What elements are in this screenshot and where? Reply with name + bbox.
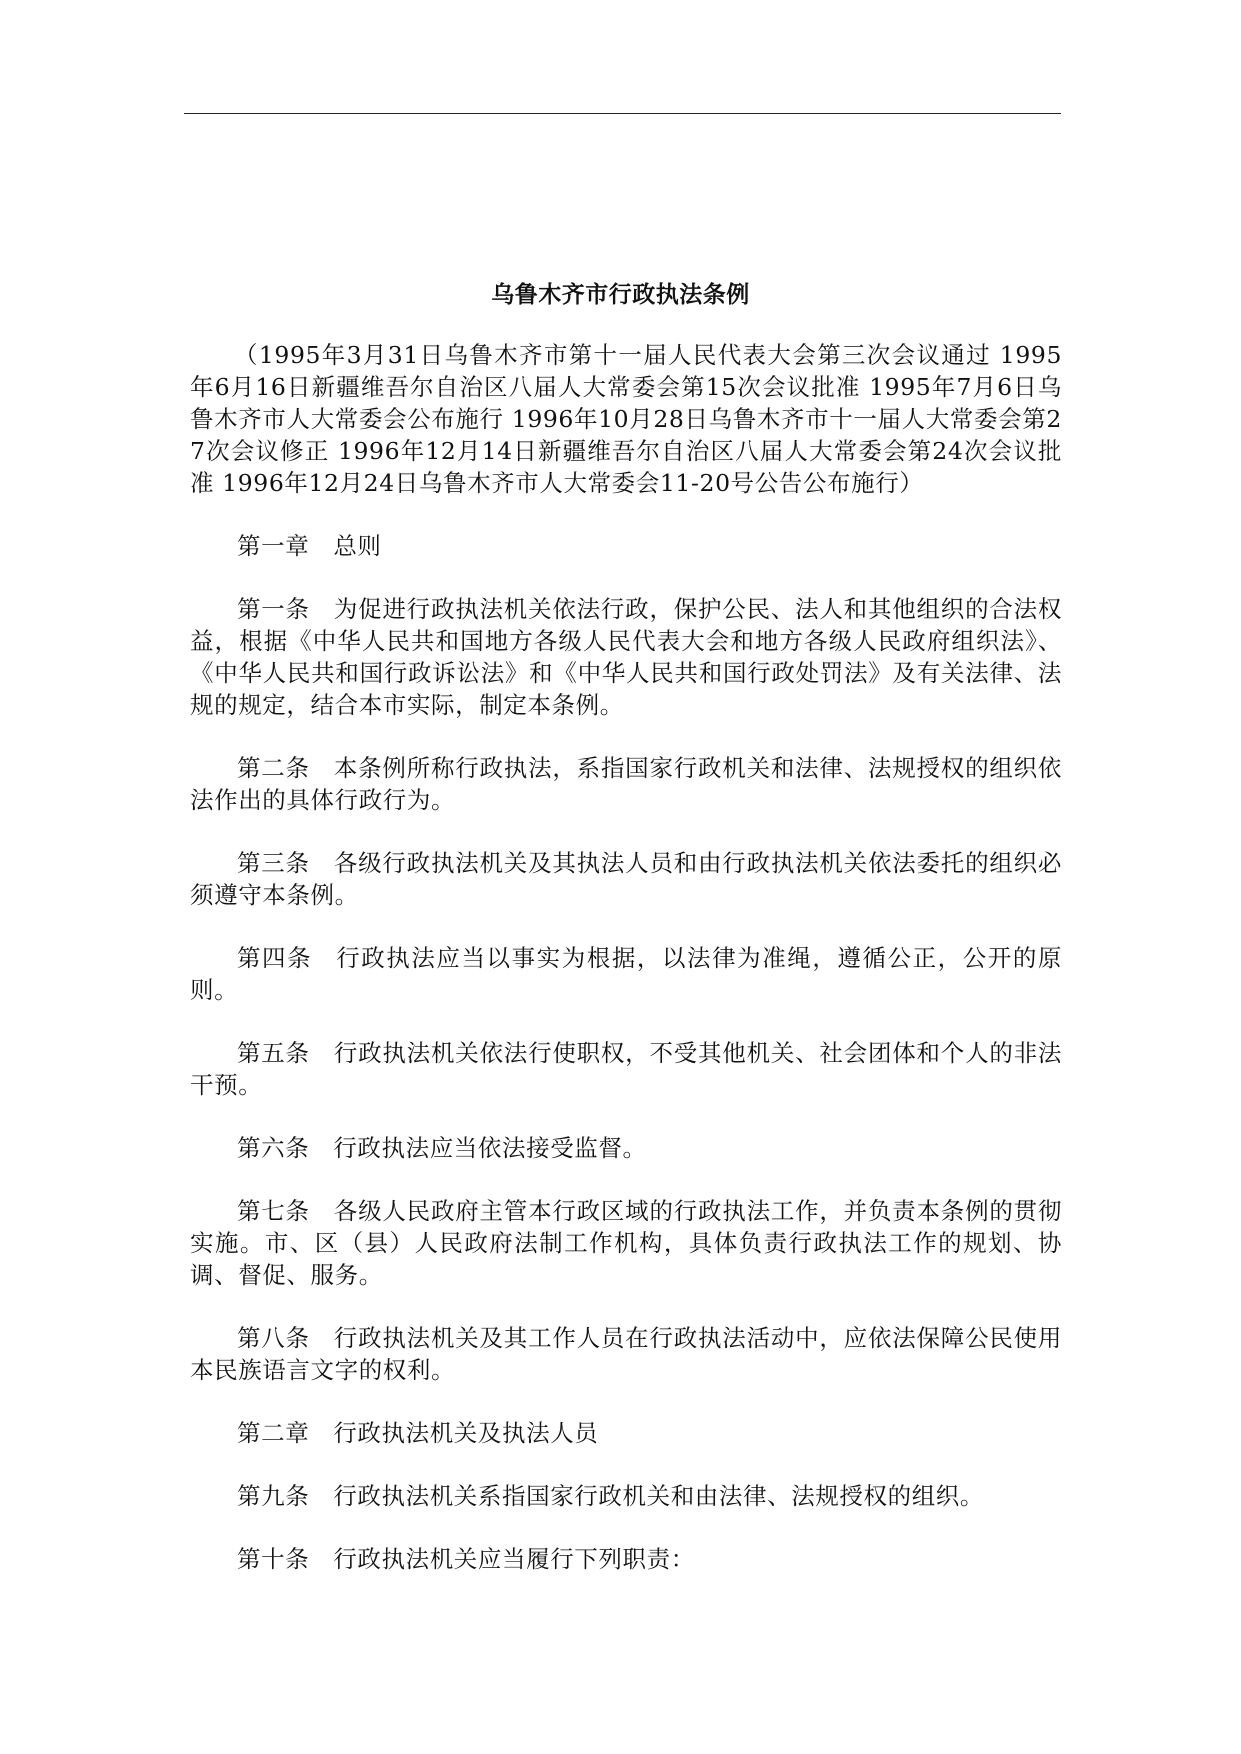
article-text: 本条例所称行政执法，系指国家行政机关和法律、法规授权的组织依法作出的具体行政行为。 (190, 754, 1062, 814)
chapter-2-heading (190, 1417, 1062, 1449)
article-number: 第六条 (237, 1134, 310, 1162)
article-1 (190, 593, 1062, 721)
article-number: 第三条 (237, 849, 310, 877)
article-9 (190, 1480, 1062, 1512)
article-text: 行政执法机关系指国家行政机关和由法律、法规授权的组织。 (333, 1482, 985, 1510)
chapter-title: 行政执法机关及执法人员 (333, 1419, 599, 1447)
article-number: 第八条 (237, 1324, 310, 1352)
article-text: 各级行政执法机关及其执法人员和由行政执法机关依法委托的组织必须遵守本条例。 (190, 849, 1062, 909)
article-3 (190, 847, 1062, 911)
article-text: 为促进行政执法机关依法行政，保护公民、法人和其他组织的合法权益，根据《中华人民共和国地方各级人民代表大会和地方各级人民政府组织法》、《中华人民共和国行政诉讼法》和《中华人民共和国行政处罚法》及有关法律、法规的规定，结合本市实际，制定本条例。 (190, 595, 1062, 719)
article-number: 第七条 (237, 1197, 310, 1225)
article-8 (190, 1322, 1062, 1386)
article-text: 行政执法应当以事实为根据，以法律为准绳，遵循公正，公开的原则。 (190, 944, 1062, 1004)
article-text: 行政执法机关及其工作人员在行政执法活动中，应依法保障公民使用本民族语言文字的权利。 (190, 1324, 1062, 1384)
chapter-title: 总则 (333, 532, 382, 560)
article-7 (190, 1195, 1062, 1291)
article-text: 各级人民政府主管本行政区域的行政执法工作，并负责本条例的贯彻实施。市、区（县）人民政府法制工作机构，具体负责行政执法工作的规划、协调、督促、服务。 (190, 1197, 1062, 1289)
article-text: 行政执法机关应当履行下列职责： (333, 1545, 695, 1573)
header-rule (184, 113, 1061, 114)
chapter-1-heading (190, 530, 1062, 562)
article-number: 第二条 (237, 754, 310, 782)
article-number: 第十条 (237, 1545, 310, 1573)
article-text: 行政执法机关依法行使职权，不受其他机关、社会团体和个人的非法干预。 (190, 1039, 1062, 1099)
article-number: 第九条 (237, 1482, 310, 1510)
article-2 (190, 752, 1062, 816)
chapter-number: 第一章 (237, 532, 310, 560)
article-text: 行政执法应当依法接受监督。 (333, 1134, 647, 1162)
article-5 (190, 1037, 1062, 1101)
document-title: 乌鲁木齐市行政执法条例 (491, 282, 750, 308)
article-number: 第四条 (237, 944, 313, 972)
article-10 (190, 1543, 1062, 1575)
article-number: 第一条 (237, 595, 310, 623)
article-number: 第五条 (237, 1039, 310, 1067)
chapter-number: 第二章 (237, 1419, 310, 1447)
article-4 (190, 942, 1062, 1006)
document-body (190, 339, 1062, 1606)
article-6 (190, 1132, 1062, 1164)
preamble: （1995年3月31日乌鲁木齐市第十一届人民代表大会第三次会议通过 1995年6月16日新疆维吾尔自治区八届人大常委会第15次会议批准 1995年7月6日乌鲁木齐市人大常委会公布施行 1996年10月28日乌鲁木齐市十一届人大常委会第27次会议修正 1996年12月14日新疆维吾尔自治区八届人大常委会第24次会议批准 1996年12月24日乌鲁木齐市人大常委会11-20号公告公布施行） (190, 341, 1062, 497)
